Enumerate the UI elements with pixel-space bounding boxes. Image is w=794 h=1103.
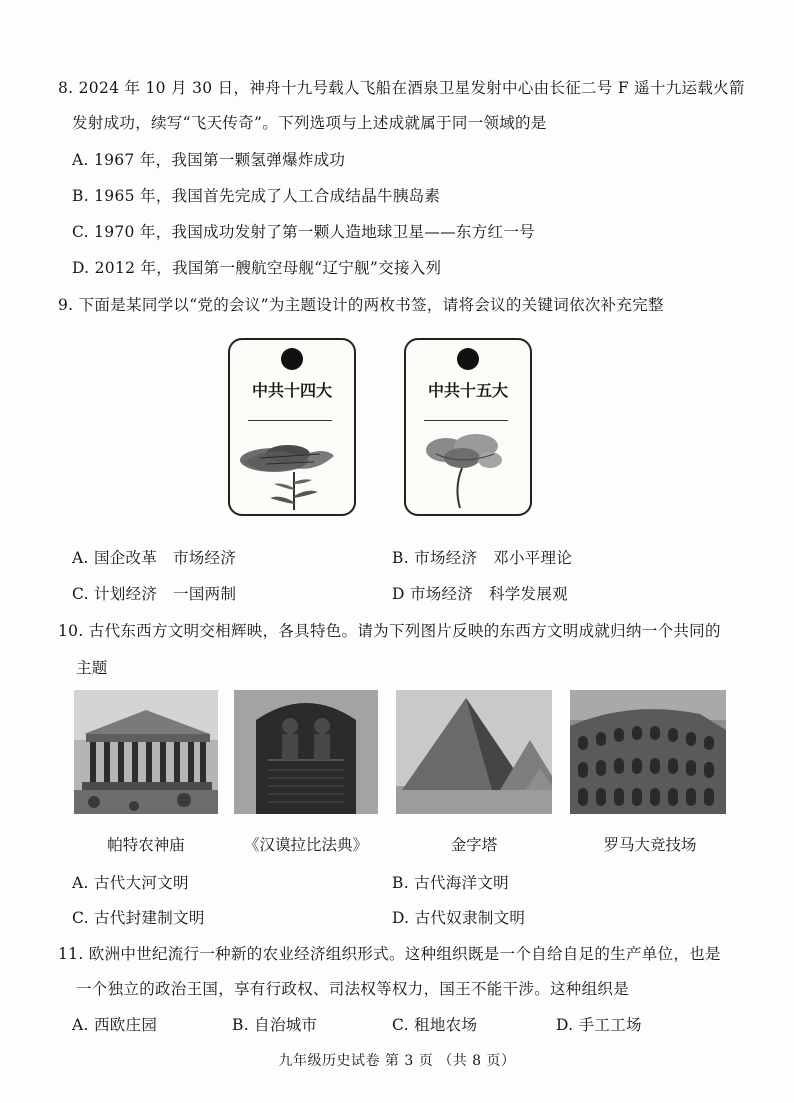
hammurabi-code-photo [234,690,378,814]
caption-pyramids: 金字塔 [450,836,498,854]
q10-stem-line1: 10. 古代东西方文明交相辉映，各具特色。请为下列图片反映的东西方文明成就归纳一个共同的 [58,622,721,640]
q11-option-c[interactable]: C. 租地农场 [392,1016,478,1034]
q11-stem-line2: 一个独立的政治王国，享有行政权、司法权等权力，国王不能干涉。这种组织是 [76,980,630,998]
q9-option-b[interactable]: B. 市场经济 邓小平理论 [392,549,573,567]
caption-colosseum: 罗马大竞技场 [603,836,697,854]
answer-blank [248,420,332,421]
q11-option-d[interactable]: D. 手工工场 [556,1016,642,1034]
q9-option-d[interactable]: D 市场经济 科学发展观 [392,585,568,603]
q8-option-b[interactable]: B. 1965 年，我国首先完成了人工合成结晶牛胰岛素 [72,187,441,205]
bookmark-2 [404,338,532,516]
q10-option-a[interactable]: A. 古代大河文明 [72,874,189,892]
q8-stem-line1: 8. 2024 年 10 月 30 日，神舟十九号载人飞船在酒泉卫星发射中心由长征二号 F 遥十九运载火箭 [58,79,745,97]
q10-option-c[interactable]: C. 古代封建制文明 [72,909,205,927]
parthenon-photo [74,690,218,814]
leaf-plant-illustration [230,432,354,512]
q8-option-d[interactable]: D. 2012 年，我国第一艘航空母舰“辽宁舰”交接入列 [72,259,442,277]
q8-option-c[interactable]: C. 1970 年，我国成功发射了第一颗人造地球卫星——东方红一号 [72,223,535,241]
q10-option-d[interactable]: D. 古代奴隶制文明 [392,909,526,927]
bookmark-title: 中共十五大 [427,381,508,400]
caption-hammurabi-code: 《汉谟拉比法典》 [243,836,368,854]
colosseum-photo [570,690,726,814]
q11-stem-line1: 11. 欧洲中世纪流行一种新的农业经济组织形式。这种组织既是一个自给自足的生产单位，也是 [58,945,721,963]
bookmark-hole [281,348,303,370]
bookmark-1 [228,338,356,516]
q9-option-c[interactable]: C. 计划经济 一国两制 [72,585,237,603]
q11-option-b[interactable]: B. 自治城市 [232,1016,318,1034]
answer-blank [424,420,508,421]
q8-stem-line2: 发射成功，续写“飞天传奇”。下列选项与上述成就属于同一领域的是 [72,114,547,132]
q10-stem-line2: 主题 [76,659,108,677]
caption-parthenon: 帕特农神庙 [107,836,185,854]
flower-illustration [406,432,530,512]
q9-stem: 9. 下面是某同学以“党的会议”为主题设计的两枚书签，请将会议的关键词依次补充完整 [58,296,664,314]
page-footer: 九年级历史试卷 第 3 页 （共 8 页） [278,1053,516,1069]
bookmark-hole [457,348,479,370]
q10-option-b[interactable]: B. 古代海洋文明 [392,874,509,892]
q11-option-a[interactable]: A. 西欧庄园 [72,1016,158,1034]
q9-option-a[interactable]: A. 国企改革 市场经济 [72,549,237,567]
bookmark-title: 中共十四大 [251,381,332,400]
q8-option-a[interactable]: A. 1967 年，我国第一颗氢弹爆炸成功 [72,151,346,169]
pyramids-photo [396,690,552,814]
